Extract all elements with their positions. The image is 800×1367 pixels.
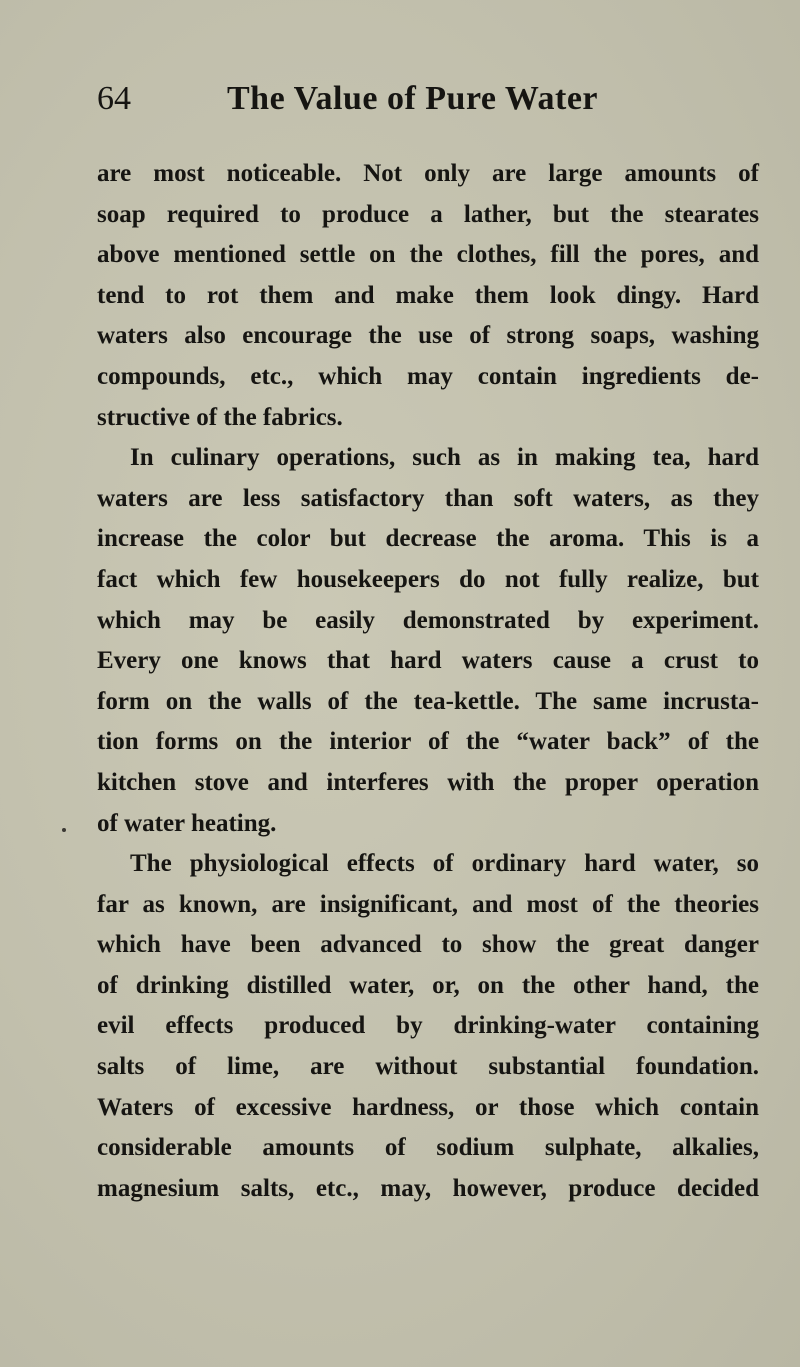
running-title: The Value of Pure Water [227,80,599,117]
text-line: magnesium salts, etc., may, however, produce decided [97,1174,759,1202]
text-line: of water heating. [97,809,277,837]
text-line: salts of lime, are without substantial foundation. [97,1053,759,1081]
running-head [97,80,657,126]
body-text [97,154,759,1209]
text-line: of drinking distilled water, or, on the other hand, the [97,971,759,999]
text-line: increase the color but decrease the aroma. This is a [97,525,759,553]
text-line: kitchen stove and interferes with the proper operation [97,768,759,796]
text-line: waters also encourage the use of strong soaps, washing [97,322,759,350]
page-number: 64 [97,80,131,117]
text-line: tend to rot them and make them look dingy. Hard [97,281,759,309]
text-line: fact which few housekeepers do not fully realize, but [97,565,759,593]
text-line: soap required to produce a lather, but the stearates [97,200,759,228]
margin-dot [62,828,66,832]
text-line: structive of the fabrics. [97,403,343,431]
text-line: are most noticeable. Not only are large amounts of [97,160,759,187]
text-line: considerable amounts of sodium sulphate, alkalies, [97,1134,759,1162]
text-line: tion forms on the interior of the “water back” of the [97,728,759,756]
text-line: above mentioned settle on the clothes, fill the pores, and [97,241,759,269]
text-line: In culinary operations, such as in making tea, hard [130,444,759,472]
text-line: far as known, are insignificant, and most of the theories [97,890,759,918]
text-line: waters are less satisfactory than soft waters, as they [97,484,759,512]
text-line: form on the walls of the tea-kettle. The same incrusta- [97,687,759,715]
text-line: evil effects produced by drinking-water containing [97,1012,759,1040]
text-line: which have been advanced to show the great danger [97,931,759,959]
text-line: The physiological effects of ordinary hard water, so [130,850,759,878]
text-line: which may be easily demonstrated by experiment. [97,606,759,634]
text-line: compounds, etc., which may contain ingredients de- [97,362,759,390]
text-line: Waters of excessive hardness, or those which contain [97,1093,759,1121]
text-line: Every one knows that hard waters cause a crust to [97,647,759,675]
